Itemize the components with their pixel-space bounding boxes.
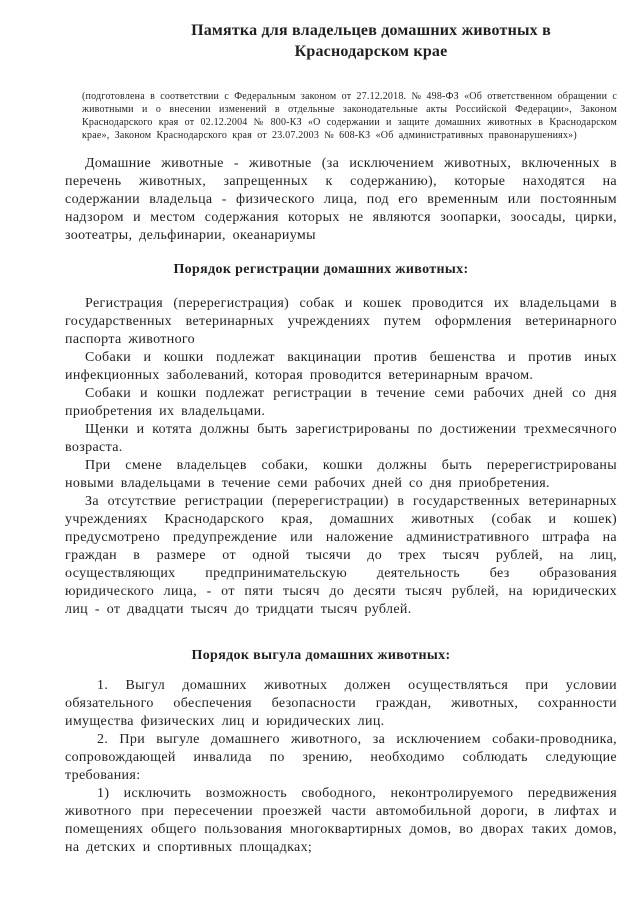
registration-paragraph: При смене владельцев собаки, кошки должны быть перерегистрированы новыми владельцами в течение семи рабочих дней со дня приобретения. bbox=[65, 458, 617, 491]
walking-paragraph: 2. При выгуле домашнего животного, за исключением собаки-проводника, сопровождающей инвалида по зрению, необходимо соблюдать следующие требования: bbox=[65, 732, 617, 783]
section-heading-walking: Порядок выгула домашних животных: bbox=[191, 648, 451, 663]
registration-paragraph: Собаки и кошки подлежат вакцинации против бешенства и против иных инфекционных заболеваний, которая проводится ветеринарным врачом. bbox=[65, 350, 617, 383]
walking-paragraph: 1. Выгул домашних животных должен осуществляться при условии обязательного обеспечения безопасности граждан, животных, сохранности имущества физических лиц и юридических лиц. bbox=[65, 678, 617, 729]
page-title bbox=[125, 20, 617, 62]
registration-paragraph: За отсутствие регистрации (перерегистрации) в государственных ветеринарных учреждениях Краснодарского края, домашних животных (собак и кошек) предусмотрено предупреждение или наложение административного штрафа на граждан в размере от одной тысячи до трех тысяч рублей, на лиц, осуществляющих предпринимательскую деятельность без образования юридического лица, - от пяти тысяч до десяти тысяч рублей, на юридических лиц - от двадцати тысяч до тридцати тысяч рублей. bbox=[65, 494, 617, 617]
page-title-line-1: Памятка для владельцев домашних животных в bbox=[191, 22, 551, 39]
walking-paragraph: 1) исключить возможность свободного, неконтролируемого передвижения животного при пересечении проезжей части автомобильной дороги, в лифтах и помещениях общего пользования многоквартирных домов, во дворах таких домов, на детских и спортивных площадках; bbox=[65, 786, 617, 855]
registration-paragraph: Регистрация (перерегистрация) собак и кошек проводится их владельцами в государственных ветеринарных учреждениях путем оформления ветеринарного паспорта животного bbox=[65, 296, 617, 347]
intro-paragraph: Домашние животные - животные (за исключением животных, включенных в перечень животных, запрещенных к содержанию), которые находятся на содержании владельца - физического лица, под его временным или постоянным надзором и местом содержания которых не являются зоопарки, зоосады, цирки, зоотеатры, дельфинарии, океанариумы bbox=[65, 156, 617, 243]
registration-paragraph: Щенки и котята должны быть зарегистрированы по достижении трехмесячного возраста. bbox=[65, 422, 617, 455]
legal-preamble: (подготовлена в соответствии с Федеральным законом от 27.12.2018. № 498-ФЗ «Об ответственном обращении с животными и о внесении изменений в отдельные законодательные акты Российской Федерации», Законом Краснодарского края от 02.12.2004 № 800-КЗ «О содержании и защите домашних животных в Краснодарском крае», Законом Краснодарского края от 23.07.2003 № 608-КЗ «Об административных правонарушениях») bbox=[82, 91, 617, 141]
page-title-line-2: Краснодарском крае bbox=[294, 43, 448, 60]
registration-paragraph: Собаки и кошки подлежат регистрации в течение семи рабочих дней со дня приобретения их владельцами. bbox=[65, 386, 617, 419]
section-heading-registration: Порядок регистрации домашних животных: bbox=[173, 262, 469, 277]
